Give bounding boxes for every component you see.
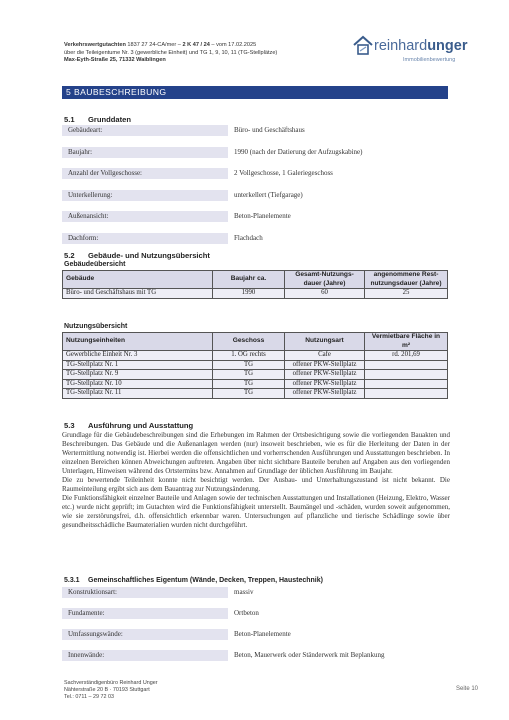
col-header: Geschoss — [213, 333, 285, 351]
kv-row — [62, 650, 448, 661]
table-row — [63, 370, 448, 380]
kv-row — [62, 211, 448, 222]
footer-street: Nähterstraße 20 B · 70193 Stuttgart — [64, 687, 150, 693]
header-doc-type: Verkehrswertgutachten — [64, 42, 126, 48]
kv-label: Innenwände: — [62, 650, 228, 661]
header-doc-no: 1837 27 24-CA/mer – — [125, 42, 183, 48]
col-header: Nutzungsart — [285, 333, 365, 351]
table-cell — [365, 360, 448, 370]
kv-label: Baujahr: — [62, 147, 228, 158]
kv-label: Unterkellerung: — [62, 190, 228, 201]
kv-value: 1990 (nach der Datierung der Aufzugskabine) — [234, 147, 363, 156]
kv-row — [62, 608, 448, 619]
footer-phone: Tel.: 0711 – 29 72 03 — [64, 694, 114, 700]
kv-row — [62, 190, 448, 201]
kv-value: Beton-Planelemente — [234, 630, 291, 638]
table-cell — [365, 389, 448, 399]
table-cell: offener PKW-Stellplatz — [285, 370, 365, 380]
heading-text: Ausführung und Ausstattung — [88, 421, 194, 430]
table-cell: TG — [213, 360, 285, 370]
kv-row — [62, 233, 448, 244]
table-cell: TG-Stellplatz Nr. 1 — [63, 360, 213, 370]
company-logo — [352, 30, 468, 64]
table-cell: offener PKW-Stellplatz — [285, 379, 365, 389]
table-cell: TG — [213, 389, 285, 399]
kv-label: Konstruktionsart: — [62, 587, 228, 598]
table-cell — [365, 379, 448, 389]
heading-nutzung — [64, 251, 210, 260]
col-header: Gebäude — [63, 271, 213, 289]
logo-word-bold: unger — [427, 38, 468, 54]
table-cell — [365, 370, 448, 380]
house-logo-icon — [352, 34, 374, 56]
subheading-nutzung: Nutzungsübersicht — [64, 323, 128, 330]
nutzung-table — [62, 332, 448, 399]
table-cell: TG-Stellplatz Nr. 10 — [63, 379, 213, 389]
kv-row — [62, 587, 448, 598]
table-cell: 1. OG rechts — [213, 351, 285, 361]
table-row — [63, 351, 448, 361]
table-row — [63, 389, 448, 399]
heading-text: Gebäude- und Nutzungsübersicht — [88, 251, 210, 260]
kv-row — [62, 125, 448, 136]
kv-value: unterkellert (Tiefgarage) — [234, 190, 303, 199]
logo-wordmark — [374, 38, 467, 54]
table-cell: 25 — [365, 289, 448, 299]
heading-gemeinschaft — [64, 577, 323, 584]
col-header: Gesamt-Nutzungs-dauer (Jahre) — [285, 271, 365, 289]
table-cell: offener PKW-Stellplatz — [285, 360, 365, 370]
kv-value: Flachdach — [234, 233, 263, 242]
col-header: Nutzungseinheiten — [63, 333, 213, 351]
table-row — [63, 289, 448, 299]
kv-label: Anzahl der Vollgeschosse: — [62, 168, 228, 179]
table-cell: offener PKW-Stellplatz — [285, 389, 365, 399]
table-cell: TG-Stellplatz Nr. 9 — [63, 370, 213, 380]
table-cell: Cafe — [285, 351, 365, 361]
table-cell: 1990 — [213, 289, 285, 299]
col-header: angenommene Rest-nutzungsdauer (Jahre) — [365, 271, 448, 289]
gemeinschaft-table — [62, 587, 448, 671]
col-header: Baujahr ca. — [213, 271, 285, 289]
header-file-ref: 2 K 47 / 24 — [182, 42, 210, 48]
heading-number: 5.1 — [64, 115, 75, 124]
document-header — [64, 42, 277, 65]
page-number: Seite 10 — [456, 686, 479, 692]
kv-value: massiv — [234, 588, 254, 596]
paragraph: Die Funktionsfähigkeit einzelner Bauteile und Anlagen sowie der technischen Ausstattungen und Installationen (Heizung, Elektro, Wasser etc.) wurde nicht geprüft; im Gutachten wird die Funktionsfähigkeit unterstellt. Baumängel und -schäden, wurden soweit aufgenommen, wie sie zerstörungsfrei, d.h. offensichtlich erkennbar waren. Untersuchungen auf pflanzliche und tierische Schädlinge sowie über gesundheitsschädliche Baumaterialien wurden nicht durchgeführt. — [62, 494, 450, 529]
ausfuehrung-text — [62, 431, 450, 530]
footer-company: Sachverständigenbüro Reinhard Unger — [64, 680, 158, 686]
header-address: Max-Eyth-Straße 25, 71332 Waiblingen — [64, 57, 166, 64]
heading-number: 5.3 — [64, 421, 75, 430]
paragraph: Grundlage für die Gebäudebeschreibungen sind die Erhebungen im Rahmen der Ortsbesichtigung sowie die vorliegenden Bauakten und Beschreibungen. Das Gebäude und die Außenanlagen werden (nur) insoweit beschrieben, wie es für die Herleitung der Daten in der Wertermittlung notwendig ist. Hierbei werden die offensichtlichen und vorherrschenden Ausführungen und Ausstattungen beschrieben. In einzelnen Bereichen können Abweichungen auftreten. Angaben über nicht sichtbare Bauteile beruhen auf Angaben aus den vorliegenden Unterlagen, Hinweisen während des Ortstermins bzw. Annahmen auf Grundlage der üblichen Ausführung im Baujahr. — [62, 431, 450, 475]
table-row — [63, 360, 448, 370]
table-cell: Büro- und Geschäftshaus mit TG — [63, 289, 213, 299]
table-cell: TG — [213, 370, 285, 380]
heading-text: Grunddaten — [88, 115, 132, 124]
header-date: – vom 17.02.2025 — [209, 42, 257, 48]
table-cell: rd. 201,69 — [365, 351, 448, 361]
kv-value: Büro- und Geschäftshaus — [234, 126, 305, 134]
table-row — [63, 379, 448, 389]
section-title-bar: 5 BAUBESCHREIBUNG — [62, 86, 448, 99]
kv-row — [62, 147, 448, 158]
table-cell: 60 — [285, 289, 365, 299]
logo-word-light: reinhard — [374, 38, 428, 54]
footer-address — [64, 680, 158, 701]
kv-label: Umfassungswände: — [62, 629, 228, 640]
heading-grunddaten — [64, 115, 131, 124]
kv-label: Fundamente: — [62, 608, 228, 619]
table-cell: TG-Stellplatz Nr. 11 — [63, 389, 213, 399]
kv-value: Beton-Planelemente — [234, 212, 291, 220]
kv-label: Dachform: — [62, 233, 228, 244]
heading-number: 5.3.1 — [64, 577, 80, 584]
table-cell: TG — [213, 379, 285, 389]
gebaeude-table — [62, 270, 448, 299]
subheading-gebaeude: Gebäudeübersicht — [64, 261, 126, 268]
kv-value: 2 Vollgeschosse, 1 Galeriegeschoss — [234, 169, 333, 177]
kv-row — [62, 629, 448, 640]
grunddaten-table — [62, 125, 448, 254]
kv-value: Beton, Mauerwerk oder Ständerwerk mit Beplankung — [234, 651, 385, 659]
logo-subtitle: Immobilienbewertung — [403, 57, 456, 63]
kv-label: Außenansicht: — [62, 211, 228, 222]
kv-label: Gebäudeart: — [62, 125, 228, 136]
table-cell: Gewerbliche Einheit Nr. 3 — [63, 351, 213, 361]
heading-text: Gemeinschaftliches Eigentum (Wände, Decken, Treppen, Haustechnik) — [88, 577, 323, 584]
paragraph: Die zu bewertende Teileinheit konnte nicht besichtigt werden. Der Ausbau- und Unterhaltungszustand ist nicht bekannt. Die Raumeinteilung ergibt sich aus dem Bauantrag zur Nutzungsänderung. — [62, 476, 450, 493]
heading-number: 5.2 — [64, 251, 75, 260]
kv-row — [62, 168, 448, 179]
col-header: Vermietbare Fläche in m² — [365, 333, 448, 351]
heading-ausfuehrung — [64, 421, 193, 430]
header-subject: über die Teileigentume Nr. 3 (gewerbliche Einheit) und TG 1, 9, 10, 11 (TG-Stellplätze) — [64, 49, 278, 56]
kv-value: Ortbeton — [234, 609, 259, 617]
